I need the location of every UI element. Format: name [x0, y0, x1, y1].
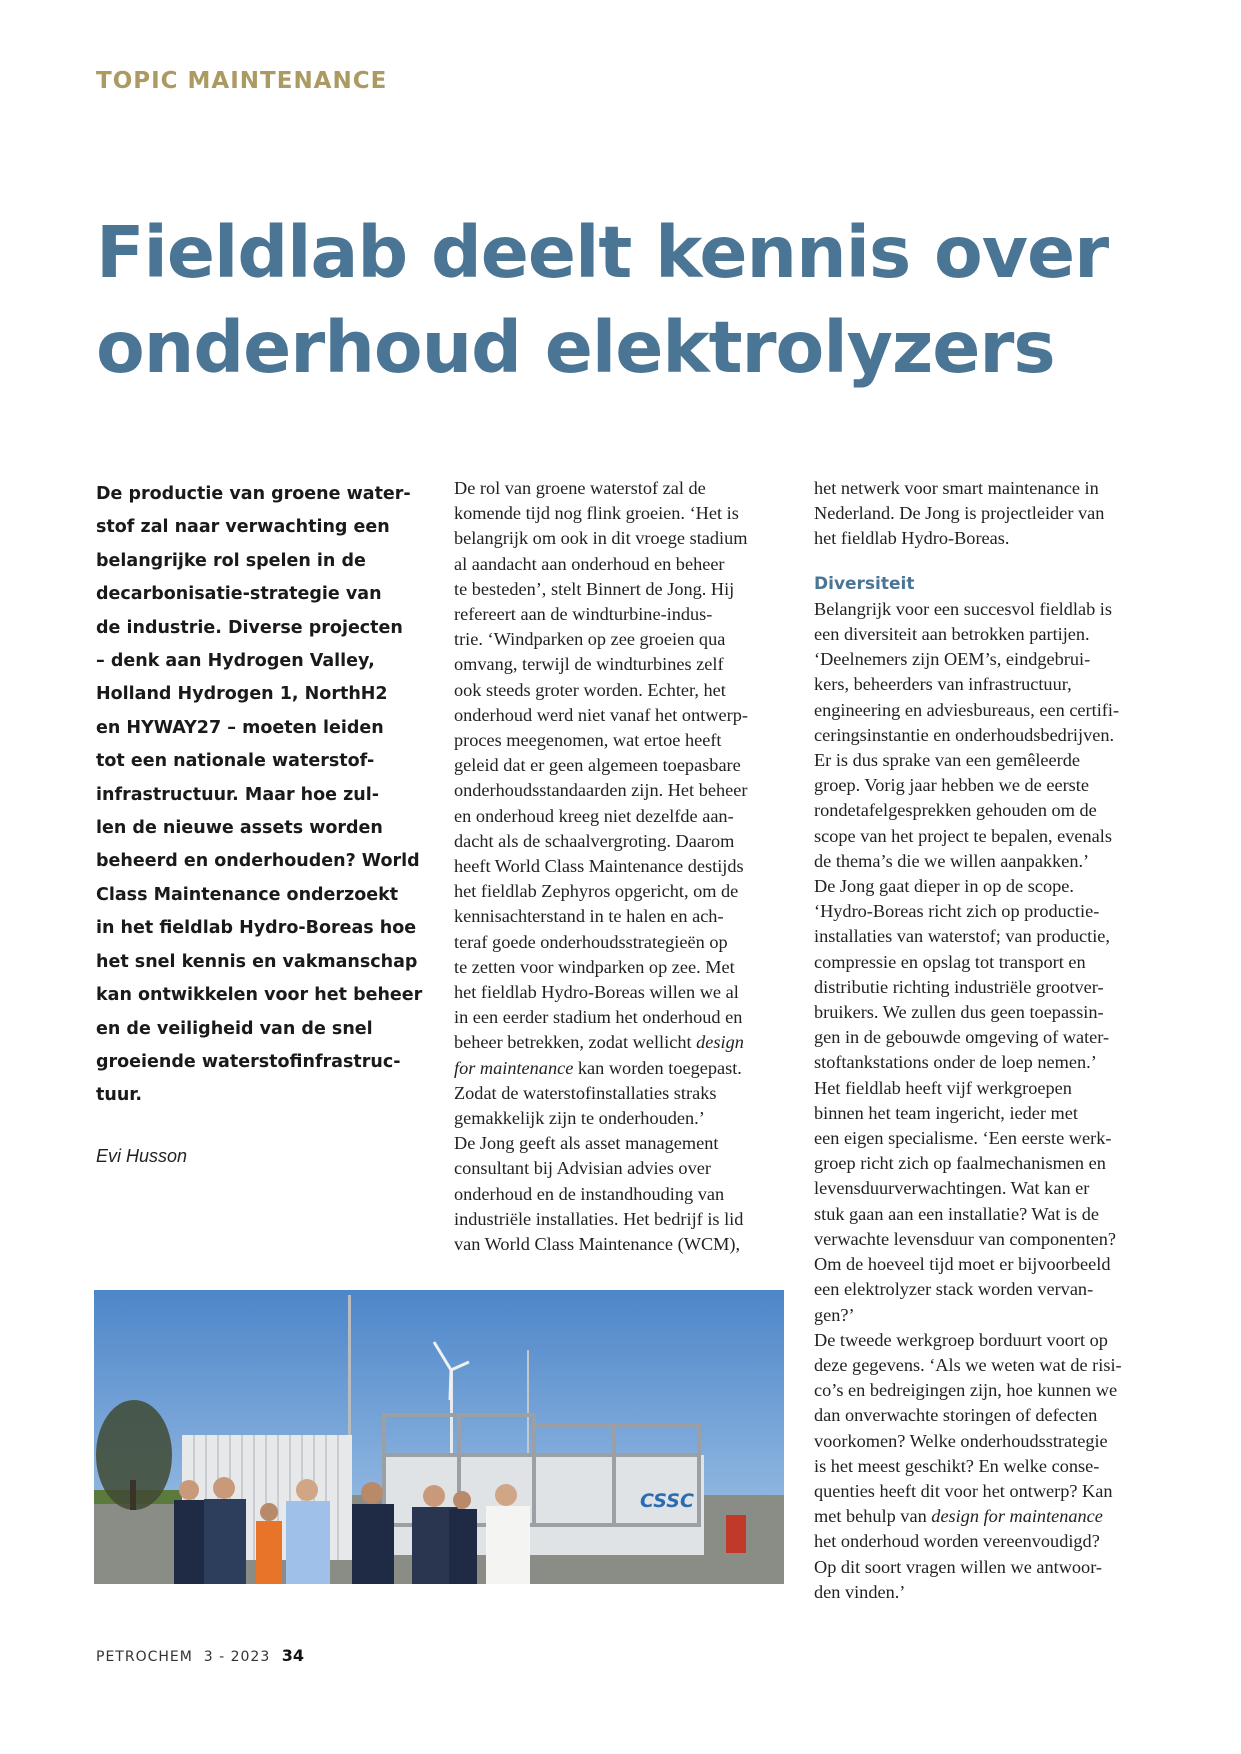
body-line: bruikers. We zullen dus geen toepassin-: [814, 1002, 1104, 1023]
body-line: engineering en adviesbureaus, een certifi-: [814, 699, 1120, 720]
body-line: stoftankstations onder de loep nemen.’: [814, 1052, 1097, 1073]
body-line: installaties van waterstof; van productie,: [814, 926, 1110, 947]
intro-line: groeiende waterstofinfrastruc-: [96, 1051, 401, 1072]
article-intro: [96, 478, 441, 1113]
intro-line: belangrijke rol spelen in de: [96, 550, 366, 571]
body-line: De Jong geeft als asset management: [454, 1133, 719, 1154]
intro-line: Holland Hydrogen 1, NorthH2: [96, 684, 388, 705]
section-label: TOPIC MAINTENANCE: [96, 68, 388, 94]
body-line: co’s en bedreigingen zijn, hoe kunnen we: [814, 1380, 1118, 1401]
emphasis-text: for maintenance: [454, 1057, 574, 1078]
body-line: een eigen specialisme. ‘Een eerste werk-: [814, 1128, 1112, 1149]
magazine-name: PETROCHEM: [96, 1649, 193, 1665]
container-logo: CSSC: [640, 1490, 694, 1512]
intro-line: len de nieuwe assets worden: [96, 818, 383, 839]
title-line: Fieldlab deelt kennis over: [96, 211, 1109, 294]
intro-line: decarbonisatie-strategie van: [96, 584, 382, 605]
body-line: van World Class Maintenance (WCM),: [454, 1234, 741, 1255]
body-line: stuk gaan aan een installatie? Wat is de: [814, 1203, 1100, 1224]
body-line: Nederland. De Jong is projectleider van: [814, 503, 1105, 524]
body-line: het fieldlab Hydro-Boreas.: [814, 528, 1010, 549]
intro-line: en HYWAY27 – moeten leiden: [96, 717, 384, 738]
body-line: deze gegevens. ‘Als we weten wat de risi-: [814, 1354, 1122, 1375]
body-column-3: [814, 476, 1144, 1605]
intro-line: – denk aan Hydrogen Valley,: [96, 651, 375, 672]
body-line: belangrijk om ook in dit vroege stadium: [454, 528, 748, 549]
intro-line: in het fieldlab Hydro-Boreas hoe: [96, 918, 417, 939]
body-line: Belangrijk voor een succesvol fieldlab is: [814, 598, 1112, 619]
intro-line: infrastructuur. Maar hoe zul-: [96, 784, 380, 805]
body-line: te besteden’, stelt Binnert de Jong. Hij: [454, 578, 735, 599]
body-line: het onderhoud worden vereenvoudigd?: [814, 1531, 1100, 1552]
body-line: De Jong gaat dieper in op de scope.: [814, 876, 1074, 897]
body-line: beheer betrekken, zodat wellicht design: [454, 1032, 744, 1053]
body-line: groep. Vorig jaar hebben we de eerste: [814, 775, 1089, 796]
body-line: Om de hoeveel tijd moet er bijvoorbeeld: [814, 1254, 1111, 1275]
body-line: ‘Hydro-Boreas richt zich op productie-: [814, 901, 1100, 922]
body-line: kennisachterstand in te halen en ach-: [454, 906, 724, 927]
body-line: gen in de gebouwde omgeving of water-: [814, 1027, 1110, 1048]
intro-line: de industrie. Diverse projecten: [96, 617, 403, 638]
emphasis-text: design: [696, 1032, 744, 1053]
body-line: heeft World Class Maintenance destijds: [454, 856, 744, 877]
body-line: teraf goede onderhoudsstrategieën op: [454, 931, 728, 952]
body-line: in een eerder stadium het onderhoud en: [454, 1007, 743, 1028]
body-line: De rol van groene waterstof zal de: [454, 478, 706, 498]
body-line: geleid dat er geen algemeen toepasbare: [454, 755, 741, 776]
body-line: for maintenance kan worden toegepast.: [454, 1057, 742, 1078]
subheading: Diversiteit: [814, 573, 915, 594]
page-number: 34: [281, 1646, 304, 1665]
body-line: Zodat de waterstofinstallaties straks: [454, 1082, 717, 1103]
body-line: gen?’: [814, 1304, 855, 1325]
body-line: al aandacht aan onderhoud en beheer: [454, 553, 725, 574]
intro-line: het snel kennis en vakmanschap: [96, 951, 418, 972]
article-author: Evi Husson: [96, 1146, 188, 1166]
body-line: Op dit soort vragen willen we antwoor-: [814, 1556, 1103, 1577]
body-line: compressie en opslag tot transport en: [814, 951, 1086, 972]
issue-number: 3 - 2023: [203, 1649, 271, 1665]
body-line: onderhoud werd niet vanaf het ontwerp-: [454, 704, 748, 725]
body-line: consultant bij Advisian advies over: [454, 1158, 711, 1179]
body-line: Er is dus sprake van een gemêleerde: [814, 750, 1080, 771]
intro-line: De productie van groene water-: [96, 484, 411, 504]
body-line: komende tijd nog flink groeien. ‘Het is: [454, 503, 739, 524]
body-line: quenties heeft dit voor het ontwerp? Kan: [814, 1480, 1113, 1501]
body-line: ‘Deelnemers zijn OEM’s, eindgebrui-: [814, 649, 1091, 670]
body-line: groep richt zich op faalmechanismen en: [814, 1153, 1106, 1174]
emphasis-text: design for maintenance: [931, 1506, 1103, 1527]
body-line: een diversiteit aan betrokken partijen.: [814, 624, 1090, 645]
body-line: kers, beheerders van infrastructuur,: [814, 674, 1072, 695]
body-line: het fieldlab Hydro-Boreas willen we al: [454, 982, 739, 1003]
body-line: gemakkelijk zijn te onderhouden.’: [454, 1108, 705, 1129]
body-line: proces meegenomen, wat ertoe heeft: [454, 730, 722, 751]
body-line: en onderhoud kreeg niet dezelfde aan-: [454, 805, 734, 826]
body-line: onderhoudsstandaarden zijn. Het beheer: [454, 780, 748, 801]
body-line: het fieldlab Zephyros opgericht, om de: [454, 881, 739, 902]
body-line: dacht als de schaalvergroting. Daarom: [454, 830, 735, 851]
body-line: ceringsinstantie en onderhoudsbedrijven.: [814, 724, 1115, 745]
body-line: den vinden.’: [814, 1581, 906, 1602]
body-line: binnen het team ingericht, ieder met: [814, 1102, 1078, 1123]
title-line: onderhoud elektrolyzers: [96, 306, 1055, 389]
intro-line: beheerd en onderhouden? World: [96, 851, 420, 872]
body-line: refereert aan de windturbine-indus-: [454, 604, 713, 625]
body-line: levensduurverwachtingen. Wat kan er: [814, 1178, 1090, 1199]
body-line: een elektrolyzer stack worden vervan-: [814, 1279, 1094, 1300]
body-line: industriële installaties. Het bedrijf is lid: [454, 1208, 744, 1229]
body-line: distributie richting industriële grootver-: [814, 976, 1104, 997]
body-line: verwachte levensduur van componenten?: [814, 1228, 1117, 1249]
article-title: [96, 205, 1176, 395]
body-line: Het fieldlab heeft vijf werkgroepen: [814, 1077, 1072, 1098]
intro-line: stof zal naar verwachting een: [96, 517, 390, 538]
body-line: dan onverwachte storingen of defecten: [814, 1405, 1098, 1426]
body-line: is het meest geschikt? En welke conse-: [814, 1455, 1100, 1476]
article-photo: [94, 1290, 784, 1584]
body-column-2: [454, 476, 784, 1257]
body-line: ook steeds groter worden. Echter, het: [454, 679, 726, 700]
intro-line: tot een nationale waterstof-: [96, 751, 375, 772]
intro-line: kan ontwikkelen voor het beheer: [96, 985, 423, 1006]
body-line: onderhoud en de instandhouding van: [454, 1183, 725, 1204]
body-line: met behulp van design for maintenance: [814, 1506, 1103, 1527]
body-line: scope van het project te bepalen, evenals: [814, 825, 1112, 846]
body-line: voorkomen? Welke onderhoudsstrategie: [814, 1430, 1108, 1451]
body-line: De tweede werkgroep borduurt voort op: [814, 1329, 1108, 1350]
body-line: de thema’s die we willen aanpakken.’: [814, 850, 1090, 871]
intro-line: Class Maintenance onderzoekt: [96, 884, 399, 905]
body-line: te zetten voor windparken op zee. Met: [454, 956, 735, 977]
body-line: trie. ‘Windparken op zee groeien qua: [454, 629, 726, 650]
intro-line: en de veiligheid van de snel: [96, 1018, 373, 1039]
page-footer: [96, 1646, 304, 1665]
intro-line: tuur.: [96, 1085, 143, 1106]
body-line: het netwerk voor smart maintenance in: [814, 478, 1099, 498]
body-line: omvang, terwijl de windturbines zelf: [454, 654, 724, 675]
body-line: rondetafelgesprekken gehouden om de: [814, 800, 1097, 821]
